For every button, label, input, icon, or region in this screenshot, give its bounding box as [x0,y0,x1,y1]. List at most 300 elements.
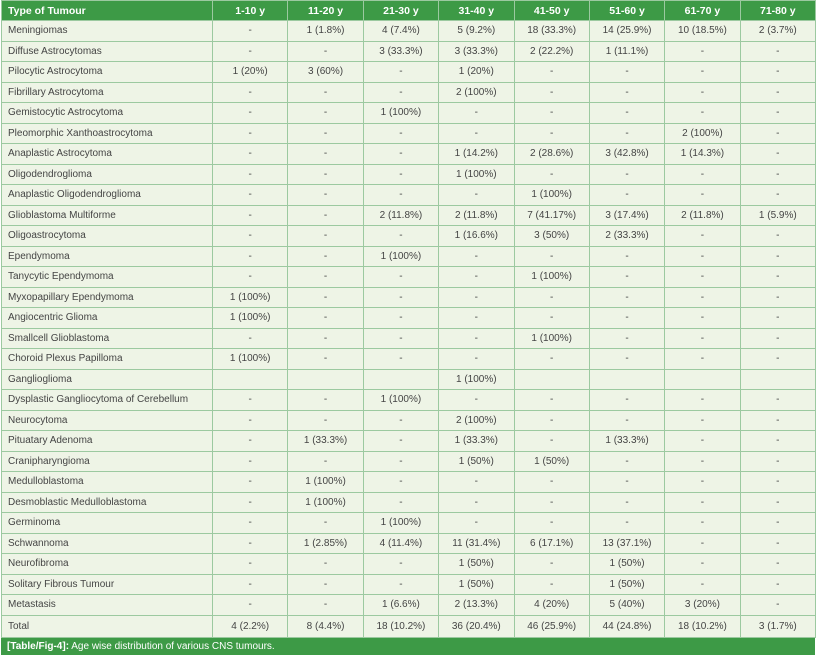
tumour-type-cell: Choroid Plexus Papilloma [2,349,213,370]
count-cell: - [439,492,514,513]
count-cell: 3 (20%) [665,595,740,616]
table-row [2,62,816,83]
count-cell: - [740,308,815,329]
count-cell: - [213,144,288,165]
table-row [2,410,816,431]
tumour-type-cell: Tanycytic Ependymoma [2,267,213,288]
count-cell: 3 (33.3%) [439,41,514,62]
count-cell: 1 (100%) [439,164,514,185]
count-cell: - [213,82,288,103]
count-cell: - [288,328,363,349]
tumour-type-cell: Anaplastic Astrocytoma [2,144,213,165]
count-cell: - [288,205,363,226]
column-header-age-group: 11-20 y [288,1,363,21]
tumour-type-cell: Medulloblastoma [2,472,213,493]
count-cell [740,369,815,390]
count-cell: - [665,554,740,575]
count-cell: 1 (11.1%) [589,41,664,62]
table-row [2,123,816,144]
count-cell: - [665,287,740,308]
count-cell: - [288,123,363,144]
tumour-type-cell: Ganglioglioma [2,369,213,390]
count-cell: 2 (100%) [665,123,740,144]
table-caption [1,638,815,655]
count-cell: - [363,492,438,513]
tumour-type-cell: Pleomorphic Xanthoastrocytoma [2,123,213,144]
count-cell: - [514,390,589,411]
count-cell: 1 (33.3%) [439,431,514,452]
count-cell [363,369,438,390]
count-cell: - [363,82,438,103]
count-cell: 1 (100%) [288,472,363,493]
table-row [2,82,816,103]
count-cell: 3 (1.7%) [740,615,815,637]
count-cell: - [363,431,438,452]
count-cell: 11 (31.4%) [439,533,514,554]
count-cell: 1 (50%) [439,554,514,575]
tumour-type-cell: Pituatary Adenoma [2,431,213,452]
tumour-type-cell: Myxopapillary Ependymoma [2,287,213,308]
count-cell: 1 (100%) [288,492,363,513]
count-cell: 2 (11.8%) [665,205,740,226]
count-cell: - [740,390,815,411]
count-cell: 44 (24.8%) [589,615,664,637]
tumour-type-cell: Total [2,615,213,637]
tumour-type-cell: Smallcell Glioblastoma [2,328,213,349]
count-cell: 1 (6.6%) [363,595,438,616]
tumour-type-cell: Gemistocytic Astrocytoma [2,103,213,124]
count-cell: - [665,574,740,595]
count-cell: 3 (50%) [514,226,589,247]
count-cell: - [589,246,664,267]
count-cell: - [363,349,438,370]
count-cell: - [439,123,514,144]
count-cell: 18 (10.2%) [665,615,740,637]
column-header-age-group: 21-30 y [363,1,438,21]
tumour-type-cell: Solitary Fibrous Tumour [2,574,213,595]
count-cell: - [589,349,664,370]
count-cell: 1 (100%) [514,267,589,288]
count-cell: 4 (20%) [514,595,589,616]
count-cell: 3 (42.8%) [589,144,664,165]
count-cell: - [288,144,363,165]
count-cell: 4 (7.4%) [363,21,438,42]
count-cell: - [288,410,363,431]
count-cell: - [589,164,664,185]
column-header-age-group: 71-80 y [740,1,815,21]
table-row [2,144,816,165]
count-cell [665,369,740,390]
tumour-type-cell: Anaplastic Oligodendroglioma [2,185,213,206]
count-cell: - [363,308,438,329]
count-cell: 13 (37.1%) [589,533,664,554]
count-cell: - [589,390,664,411]
count-cell: 2 (11.8%) [363,205,438,226]
count-cell: 1 (100%) [213,287,288,308]
column-header-age-group: 61-70 y [665,1,740,21]
tumour-type-cell: Angiocentric Glioma [2,308,213,329]
table-row [2,103,816,124]
count-cell: - [439,349,514,370]
count-cell: - [589,513,664,534]
count-cell: - [213,123,288,144]
count-cell: - [514,246,589,267]
tumour-type-cell: Diffuse Astrocytomas [2,41,213,62]
table-body [2,21,816,638]
count-cell: - [740,554,815,575]
count-cell: - [363,472,438,493]
table-row [2,533,816,554]
count-cell: - [288,554,363,575]
count-cell: - [363,328,438,349]
count-cell: 6 (17.1%) [514,533,589,554]
count-cell: - [665,390,740,411]
count-cell: 1 (100%) [363,246,438,267]
tumour-type-cell: Germinoma [2,513,213,534]
count-cell [288,369,363,390]
count-cell: 2 (3.7%) [740,21,815,42]
count-cell: - [363,451,438,472]
count-cell: - [589,328,664,349]
count-cell: - [213,103,288,124]
count-cell: - [514,410,589,431]
count-cell: 2 (11.8%) [439,205,514,226]
tumour-type-cell: Cranipharyngioma [2,451,213,472]
table-header-row [2,1,816,21]
count-cell: - [288,41,363,62]
count-cell: - [439,103,514,124]
table-row [2,390,816,411]
count-cell: - [514,349,589,370]
count-cell: - [213,185,288,206]
count-cell: - [288,574,363,595]
table-row [2,21,816,42]
count-cell: - [213,328,288,349]
count-cell: 1 (14.2%) [439,144,514,165]
count-cell: - [740,62,815,83]
count-cell: 3 (60%) [288,62,363,83]
count-cell: - [213,41,288,62]
count-cell: - [213,226,288,247]
count-cell: 18 (33.3%) [514,21,589,42]
count-cell: - [363,554,438,575]
count-cell: - [665,267,740,288]
count-cell: 1 (100%) [363,103,438,124]
table-row [2,164,816,185]
count-cell: - [589,123,664,144]
count-cell: - [213,554,288,575]
tumour-type-cell: Oligoastrocytoma [2,226,213,247]
table-row [2,205,816,226]
tumour-type-cell: Desmoblastic Medulloblastoma [2,492,213,513]
count-cell: 36 (20.4%) [439,615,514,637]
count-cell: 1 (50%) [439,574,514,595]
count-cell: - [740,103,815,124]
count-cell: - [213,431,288,452]
count-cell: 1 (50%) [439,451,514,472]
table-row [2,451,816,472]
count-cell: - [665,472,740,493]
count-cell: 3 (17.4%) [589,205,664,226]
count-cell: - [665,82,740,103]
count-cell: - [740,267,815,288]
count-cell: - [665,410,740,431]
count-cell: - [740,431,815,452]
count-cell: - [439,287,514,308]
count-cell: - [740,574,815,595]
count-cell: - [740,492,815,513]
count-cell: 2 (13.3%) [439,595,514,616]
count-cell: 7 (41.17%) [514,205,589,226]
count-cell: - [589,103,664,124]
count-cell: 2 (100%) [439,410,514,431]
count-cell: - [213,533,288,554]
count-cell: 1 (2.85%) [288,533,363,554]
tumour-type-cell: Dysplastic Gangliocytoma of Cerebellum [2,390,213,411]
count-cell [213,369,288,390]
count-cell: - [589,451,664,472]
count-cell: - [740,246,815,267]
count-cell: - [439,328,514,349]
count-cell: 1 (100%) [213,308,288,329]
count-cell: - [288,390,363,411]
count-cell: - [740,451,815,472]
count-cell: - [514,492,589,513]
count-cell: 1 (100%) [363,390,438,411]
count-cell: - [514,472,589,493]
count-cell: - [288,451,363,472]
count-cell: - [363,144,438,165]
count-cell: 3 (33.3%) [363,41,438,62]
count-cell: - [589,267,664,288]
count-cell: - [740,595,815,616]
count-cell: - [514,62,589,83]
total-row [2,615,816,637]
count-cell: - [288,595,363,616]
count-cell: - [740,533,815,554]
column-header-age-group: 31-40 y [439,1,514,21]
count-cell: - [665,533,740,554]
count-cell: 2 (22.2%) [514,41,589,62]
count-cell: - [740,41,815,62]
count-cell: - [740,185,815,206]
count-cell: - [288,246,363,267]
count-cell: - [514,431,589,452]
table-row [2,185,816,206]
count-cell: 4 (11.4%) [363,533,438,554]
count-cell: - [589,185,664,206]
count-cell: - [514,574,589,595]
count-cell: - [213,574,288,595]
tumour-type-cell: Pilocytic Astrocytoma [2,62,213,83]
count-cell: - [514,308,589,329]
count-cell: - [589,472,664,493]
count-cell: 10 (18.5%) [665,21,740,42]
count-cell: 1 (20%) [439,62,514,83]
count-cell: - [665,492,740,513]
count-cell: 18 (10.2%) [363,615,438,637]
count-cell: - [363,267,438,288]
count-cell: 1 (100%) [439,369,514,390]
count-cell: - [514,554,589,575]
count-cell: - [665,451,740,472]
count-cell: - [665,328,740,349]
count-cell: 1 (100%) [363,513,438,534]
count-cell: - [665,246,740,267]
count-cell: - [213,390,288,411]
count-cell: - [439,513,514,534]
count-cell: - [439,246,514,267]
count-cell: - [213,164,288,185]
count-cell: - [288,226,363,247]
count-cell: - [213,246,288,267]
table-row [2,492,816,513]
count-cell: - [213,267,288,288]
count-cell: 1 (100%) [514,328,589,349]
count-cell: - [363,185,438,206]
count-cell: 2 (100%) [439,82,514,103]
count-cell: - [589,492,664,513]
count-cell: - [288,308,363,329]
count-cell: 1 (33.3%) [589,431,664,452]
count-cell: - [288,287,363,308]
column-header-age-group: 1-10 y [213,1,288,21]
count-cell: - [740,82,815,103]
column-header-age-group: 51-60 y [589,1,664,21]
count-cell: - [363,287,438,308]
table-row [2,287,816,308]
count-cell: 1 (16.6%) [439,226,514,247]
tumour-type-cell: Oligodendroglioma [2,164,213,185]
column-header-age-group: 41-50 y [514,1,589,21]
count-cell: - [740,349,815,370]
count-cell: - [363,164,438,185]
count-cell: 4 (2.2%) [213,615,288,637]
count-cell: 46 (25.9%) [514,615,589,637]
table-row [2,595,816,616]
count-cell: - [514,103,589,124]
table-row [2,554,816,575]
table-row [2,308,816,329]
count-cell: - [439,185,514,206]
count-cell: - [514,513,589,534]
count-cell: - [288,267,363,288]
tumour-type-cell: Schwannoma [2,533,213,554]
count-cell: - [363,62,438,83]
count-cell: - [514,82,589,103]
count-cell: - [288,185,363,206]
tumour-type-cell: Meningiomas [2,21,213,42]
count-cell: - [589,410,664,431]
tumour-type-cell: Neurofibroma [2,554,213,575]
count-cell: - [665,308,740,329]
count-cell: - [514,287,589,308]
count-cell: - [740,328,815,349]
count-cell: - [213,21,288,42]
count-cell: 8 (4.4%) [288,615,363,637]
count-cell: 1 (33.3%) [288,431,363,452]
count-cell: - [363,574,438,595]
tumour-type-cell: Neurocytoma [2,410,213,431]
table-row [2,574,816,595]
count-cell: - [213,451,288,472]
tumour-type-cell: Fibrillary Astrocytoma [2,82,213,103]
count-cell: - [665,431,740,452]
table-row [2,431,816,452]
count-cell: 1 (20%) [213,62,288,83]
count-cell: - [288,82,363,103]
table-row [2,472,816,493]
count-cell: - [740,287,815,308]
table-row [2,226,816,247]
count-cell: - [213,205,288,226]
tumour-age-table [1,0,816,638]
count-cell: 5 (40%) [589,595,664,616]
count-cell: - [740,144,815,165]
table-row [2,349,816,370]
count-cell: - [514,123,589,144]
table-row [2,369,816,390]
count-cell: - [288,349,363,370]
count-cell: - [740,123,815,144]
tumour-type-cell: Glioblastoma Multiforme [2,205,213,226]
count-cell: 5 (9.2%) [439,21,514,42]
count-cell: 1 (50%) [589,574,664,595]
count-cell: - [665,513,740,534]
count-cell: - [288,103,363,124]
count-cell: - [589,308,664,329]
caption-text: Age wise distribution of various CNS tumours. [69,640,275,652]
count-cell: - [665,103,740,124]
count-cell: - [439,390,514,411]
count-cell: - [213,513,288,534]
count-cell: - [665,41,740,62]
table-row [2,41,816,62]
tumour-type-cell: Metastasis [2,595,213,616]
count-cell: - [740,513,815,534]
count-cell: - [363,123,438,144]
count-cell: - [665,62,740,83]
count-cell: - [213,472,288,493]
count-cell: - [363,410,438,431]
count-cell: - [439,308,514,329]
count-cell: - [213,410,288,431]
caption-label: [Table/Fig-4]: [7,640,70,652]
count-cell: 1 (1.8%) [288,21,363,42]
count-cell: 1 (50%) [514,451,589,472]
count-cell: - [665,185,740,206]
count-cell: - [665,164,740,185]
count-cell [589,369,664,390]
count-cell: 1 (5.9%) [740,205,815,226]
count-cell: - [665,226,740,247]
count-cell: - [439,472,514,493]
count-cell: - [589,82,664,103]
count-cell: - [589,287,664,308]
column-header-tumour-type: Type of Tumour [2,1,213,21]
count-cell: - [740,164,815,185]
figure [1,0,815,655]
table-row [2,267,816,288]
count-cell: - [288,513,363,534]
count-cell: - [665,349,740,370]
table-row [2,328,816,349]
count-cell: 1 (100%) [514,185,589,206]
count-cell: 2 (33.3%) [589,226,664,247]
count-cell: - [288,164,363,185]
count-cell: - [589,62,664,83]
count-cell: 1 (50%) [589,554,664,575]
